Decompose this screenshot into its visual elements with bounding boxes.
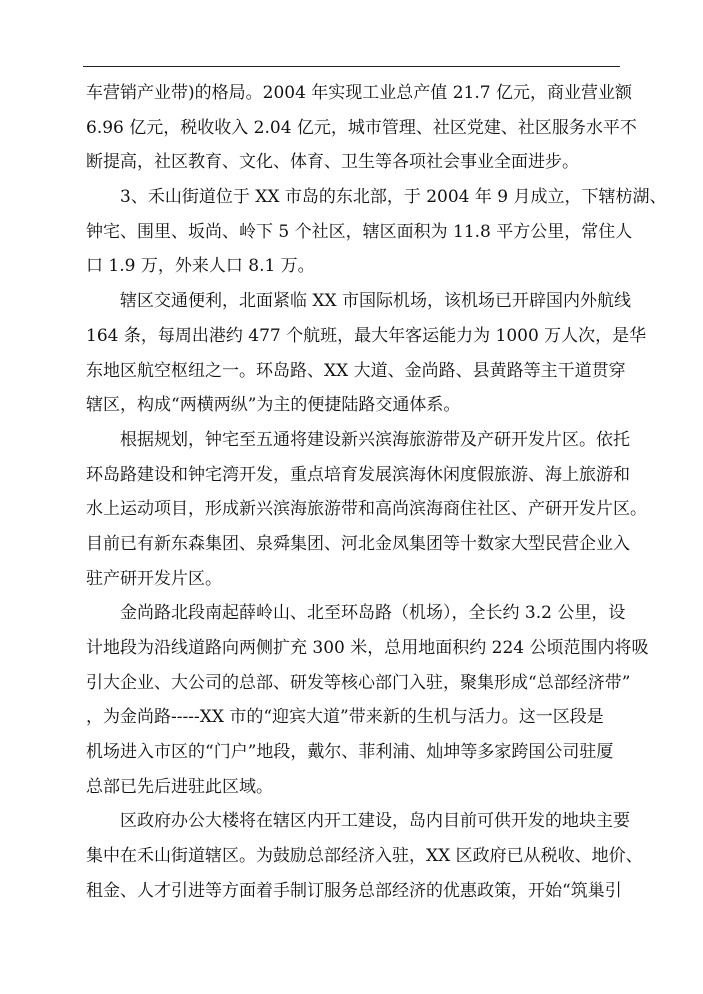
body-text bbox=[86, 76, 667, 909]
paragraph-government-building bbox=[86, 804, 643, 908]
text-line: 东地区航空枢纽之一。环岛路、XX 大道、金尚路、县黄路等主干道贯穿 bbox=[86, 360, 626, 381]
paragraph-heshan-street bbox=[86, 180, 667, 284]
paragraph-jinshang-road bbox=[86, 596, 649, 804]
text-line: 辖区交通便利，北面紧临 XX 市国际机场，该机场已开辟国内外航线 bbox=[86, 291, 632, 312]
text-line: 根据规划，钟宅至五通将建设新兴滨海旅游带及产研开发片区。依托 bbox=[86, 429, 630, 450]
header-rule bbox=[83, 66, 620, 67]
text-line: 164 条，每周出港约 477 个航班，最大年客运能力为 1000 万人次，是华 bbox=[86, 325, 647, 346]
text-line: 断提高，社区教育、文化、体育、卫生等各项社会事业全面进步。 bbox=[86, 152, 579, 173]
text-line: 3、禾山街道位于 XX 市岛的东北部，于 2004 年 9 月成立，下辖枋湖、 bbox=[86, 187, 667, 208]
text-line: 车营销产业带)的格局。2004 年实现工业总产值 21.7 亿元，商业营业额 bbox=[86, 83, 632, 103]
text-line: 钟宅、围里、坂尚、岭下 5 个社区，辖区面积为 11.8 平方公里，常住人 bbox=[86, 221, 633, 242]
text-line: 辖区，构成“两横两纵”为主的便捷陆路交通体系。 bbox=[86, 395, 461, 416]
text-line: 口 1.9 万，外来人口 8.1 万。 bbox=[86, 256, 315, 277]
paragraph-planning bbox=[86, 423, 647, 596]
text-line: 机场进入市区的“门户”地段，戴尔、菲利浦、灿坤等多家跨国公司驻厦 bbox=[86, 742, 614, 763]
text-line: 目前已有新东森集团、泉舜集团、河北金凤集团等十数家大型民营企业入 bbox=[86, 533, 630, 554]
text-line: 金尚路北段南起薛岭山、北至环岛路（机场），全长约 3.2 公里，设 bbox=[86, 603, 626, 624]
text-line: 驻产研开发片区。 bbox=[86, 568, 222, 589]
text-line: 6.96 亿元，税收收入 2.04 亿元，城市管理、社区党建、社区服务水平不 bbox=[86, 117, 637, 138]
text-line: 计地段为沿线道路向两侧扩充 300 米，总用地面积约 224 公顷范围内将吸 bbox=[86, 638, 649, 658]
text-line: 集中在禾山街道辖区。为鼓励总部经济入驻，XX 区政府已从税收、地价、 bbox=[86, 846, 643, 867]
text-line: 总部已先后进驻此区域。 bbox=[86, 776, 273, 797]
text-line: 引大企业、大公司的总部、研发等核心部门入驻，聚集形成“总部经济带” bbox=[86, 672, 631, 693]
text-line: 租金、人才引进等方面着手制订服务总部经济的优惠政策，开始“筑巢引 bbox=[86, 880, 622, 901]
text-line: 区政府办公大楼将在辖区内开工建设，岛内目前可供开发的地块主要 bbox=[86, 811, 630, 832]
text-line: ，为金尚路-----XX 市的“迎宾大道”带来新的生机与活力。这一区段是 bbox=[86, 707, 604, 728]
text-line: 水上运动项目，形成新兴滨海旅游带和高尚滨海商住社区、产研开发片区。 bbox=[86, 499, 647, 520]
text-line: 环岛路建设和钟宅湾开发，重点培育发展滨海休闲度假旅游、海上旅游和 bbox=[86, 464, 630, 485]
paragraph-output-summary bbox=[86, 76, 637, 180]
paragraph-transport bbox=[86, 284, 647, 423]
